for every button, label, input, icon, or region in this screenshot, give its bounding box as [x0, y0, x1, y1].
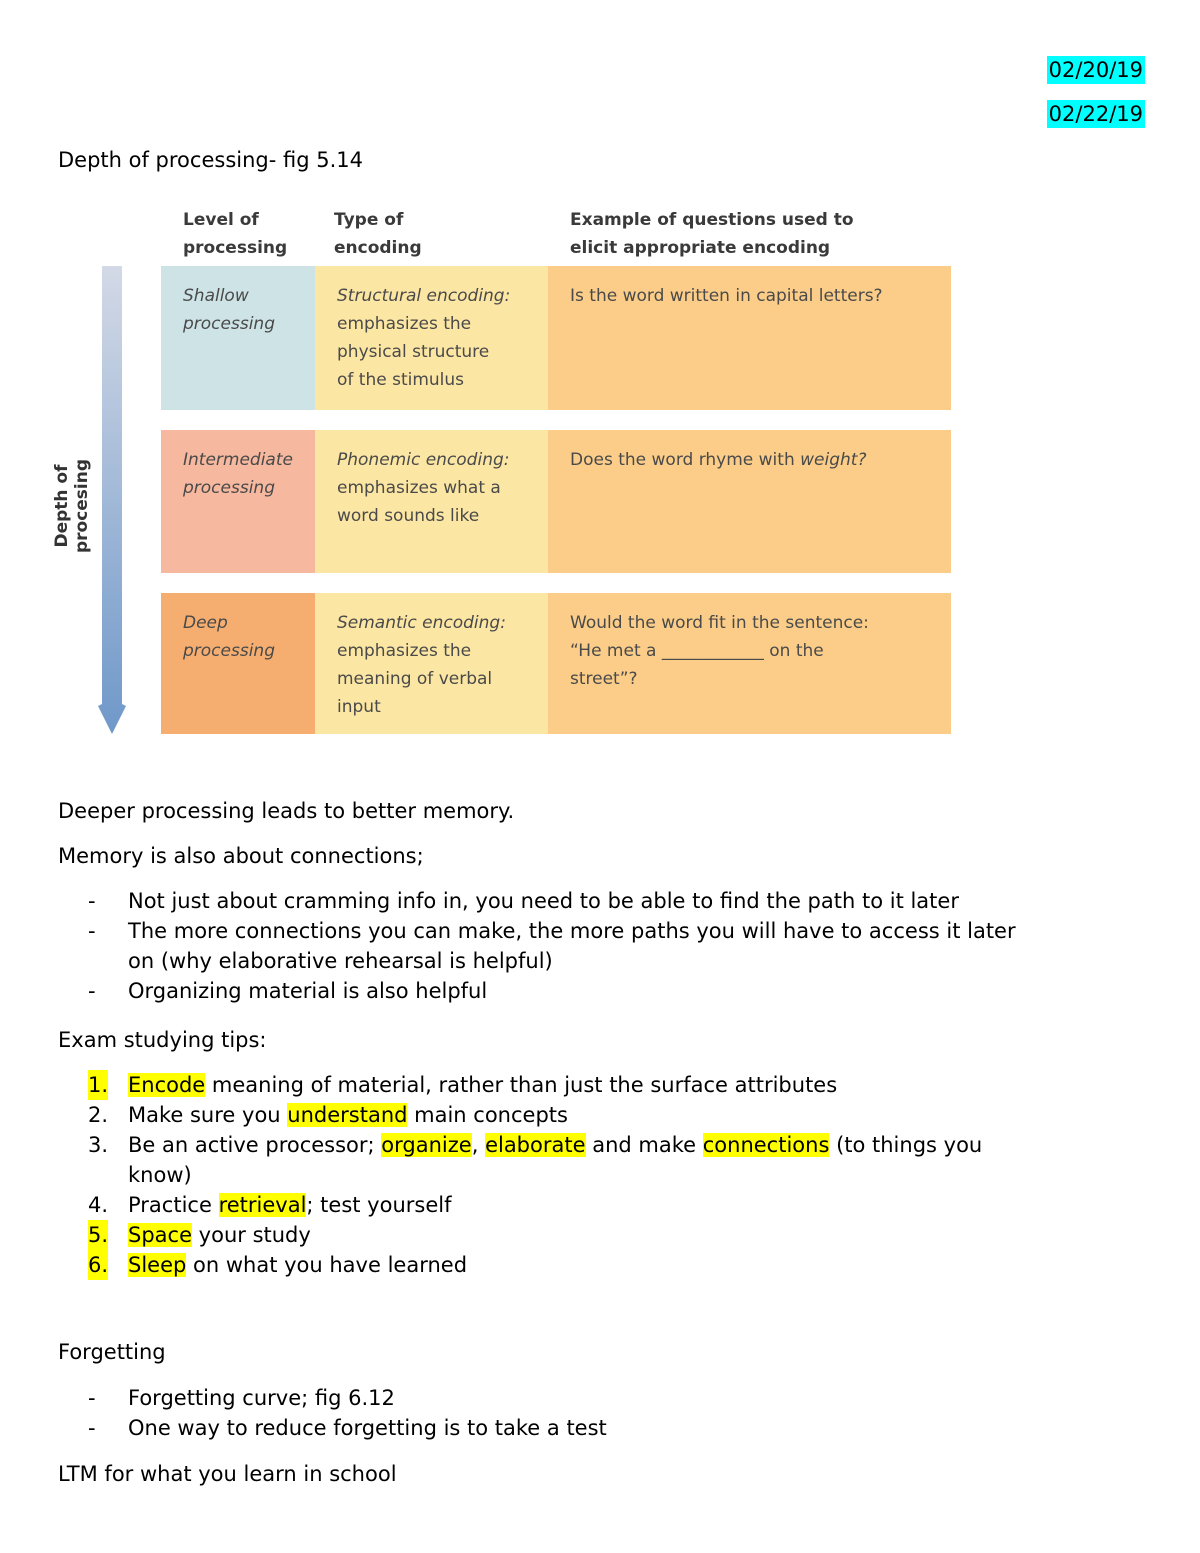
row-deep-level: Deep processing [161, 593, 315, 734]
date-stamp-1: 02/20/19 [1048, 58, 1143, 82]
forgetting-list [58, 1383, 1188, 1443]
list-item: 5. Space your study [58, 1220, 1188, 1250]
row-intermediate-type: Phonemic encoding: emphasizes what a word sounds like [315, 430, 548, 573]
tips-title: Exam studying tips: [58, 1028, 267, 1052]
list-item: - Organizing material is also helpful [88, 979, 488, 1003]
row-intermediate-example: Does the word rhyme with weight? [548, 430, 951, 573]
header-level: Level of processing [183, 210, 288, 258]
row-intermediate-level: Intermediate processing [161, 430, 315, 573]
date-stamp-2: 02/22/19 [1048, 102, 1143, 126]
list-item: 2. Make sure you understand main concepts [88, 1103, 568, 1127]
row-deep-example: Would the word fit in the sentence: “He met a ____________ on the street”? [548, 593, 951, 734]
list-item: - Not just about cramming info in, you need to be able to find the path to it later [88, 889, 959, 913]
list-item: - The more connections you can make, the more paths you will have to access it later on (why elaborative rehearsal is helpful) [88, 919, 1016, 973]
list-item: 6. Sleep on what you have learned [58, 1250, 1188, 1280]
figure-caption: Depth of processing- fig 5.14 [58, 148, 363, 172]
list-item: 4. Practice retrieval; test yourself [88, 1193, 452, 1217]
forgetting-title: Forgetting [58, 1340, 166, 1364]
row-shallow-type: Structural encoding: emphasizes the physical structure of the stimulus [315, 266, 548, 410]
depth-arrow-icon [96, 266, 128, 734]
connections-list [58, 886, 1188, 1006]
ltm-title: LTM for what you learn in school [58, 1462, 397, 1486]
list-item: 1. Encode meaning of material, rather than just the surface attributes [58, 1070, 1188, 1100]
header-type: Type of encoding [334, 210, 422, 258]
list-item: - One way to reduce forgetting is to take a test [88, 1416, 607, 1440]
row-deep-type: Semantic encoding: emphasizes the meaning of verbal input [315, 593, 548, 734]
row-shallow-level: Shallow processing [161, 266, 315, 410]
axis-label: Depth of procesing [52, 458, 92, 554]
row-shallow-example: Is the word written in capital letters? [548, 266, 951, 410]
para-connections: Memory is also about connections; [58, 844, 424, 868]
tips-list [58, 1070, 1188, 1280]
depth-of-processing-figure [52, 196, 958, 741]
list-item: 3. Be an active processor; organize, elaborate and make connections (to things you know) [88, 1133, 983, 1187]
list-item: - Forgetting curve; fig 6.12 [88, 1386, 395, 1410]
para-deeper-processing: Deeper processing leads to better memory. [58, 799, 515, 823]
header-example: Example of questions used to elicit appropriate encoding [570, 210, 854, 258]
